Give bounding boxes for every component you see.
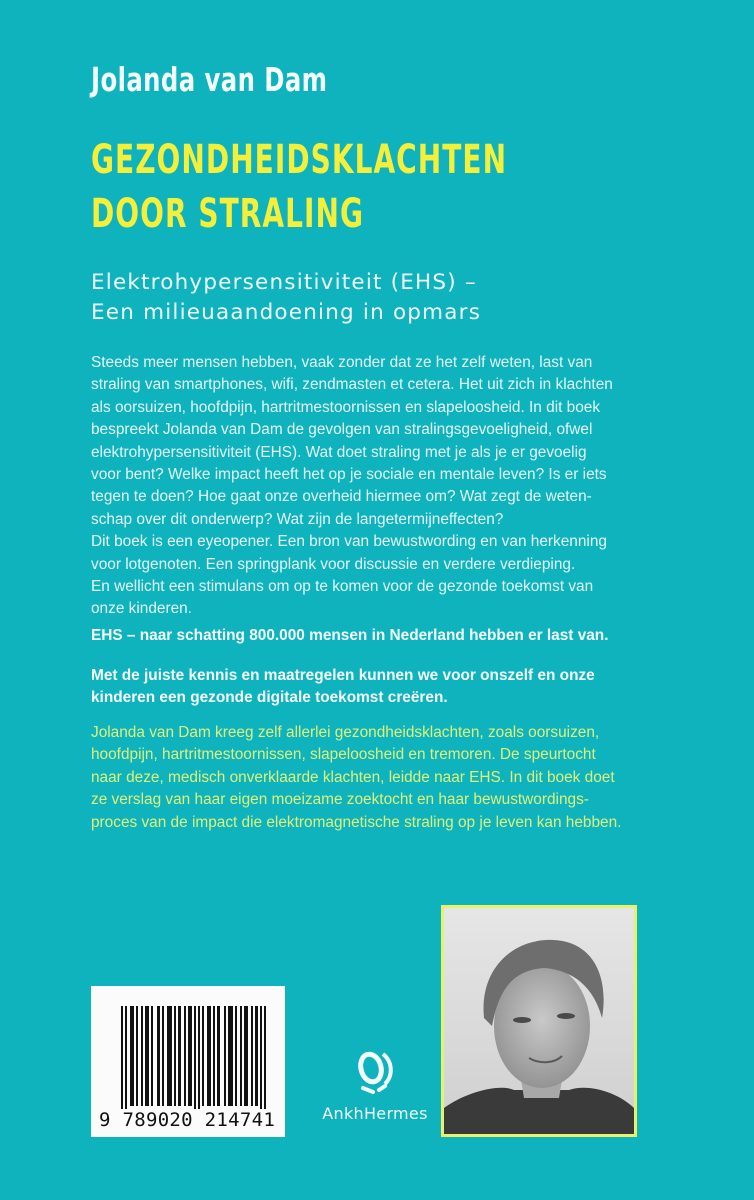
portrait-icon <box>444 908 634 1134</box>
blurb-line: als oorsuizen, hoofdpijn, hartritmestoornissen en slapeloosheid. In dit boek <box>91 398 601 416</box>
blurb-line: schap over dit onderwerp? Wat zijn de langetermijneffecten? <box>91 510 504 528</box>
author-portrait-photo <box>441 905 637 1137</box>
book-subtitle <box>91 268 481 328</box>
blurb-line: tegen te doen? Hoe gaat onze overheid hiermee om? Wat zegt de weten- <box>91 488 592 506</box>
highlight-line: Met de juiste kennis en maatregelen kunnen we voor onszelf en onze <box>91 667 595 684</box>
digital-future-highlight <box>91 665 595 710</box>
blurb-line: En wellicht een stimulans om op te komen voor de gezonde toekomst van <box>91 578 594 596</box>
blurb-line: elektrohypersensitiviteit (EHS). Wat doet straling met je als je er gevoelig <box>91 443 587 461</box>
bio-line: naar deze, medisch onverklaarde klachten, leidde naar EHS. In dit boek doet <box>91 768 615 786</box>
blurb-line: onze kinderen. <box>91 600 192 618</box>
bio-line: proces van de impact die elektromagnetische straling op je leven kan hebben. <box>91 813 622 831</box>
book-title <box>91 133 507 241</box>
author-bio <box>91 722 621 834</box>
blurb-paragraph <box>91 352 731 621</box>
subtitle-line-2: Een milieuaandoening in opmars <box>91 300 482 325</box>
author-name: Jolanda van Dam <box>91 60 328 99</box>
bio-line: Jolanda van Dam kreeg zelf allerlei gezondheidsklachten, zoals oorsuizen, <box>91 724 600 741</box>
blurb-line: bespreekt Jolanda van Dam de gevolgen van stralingsgevoeligheid, ofwel <box>91 421 593 439</box>
blurb-line: Dit boek is een eyeopener. Een bron van bewustwording en van herkenning <box>91 533 607 551</box>
book-title-line-1: GEZONDHEIDSKLACHTEN <box>91 137 508 183</box>
blurb-line: voor lotgenoten. Een springplank voor discussie en verdere verdieping. <box>91 555 576 573</box>
publisher-name: AnkhHermes <box>322 1104 428 1123</box>
subtitle-line-1: Elektrohypersensitiviteit (EHS) – <box>91 270 477 295</box>
bio-line: hoofdpijn, hartritmestoornissen, slapeloosheid en tremoren. De speurtocht <box>91 746 596 764</box>
ehs-statistic-highlight <box>91 625 609 647</box>
ankh-hermes-logo-icon <box>353 1050 397 1100</box>
blurb-line: straling van smartphones, wifi, zendmasten et cetera. Het uit zich in klachten <box>91 376 613 394</box>
blurb-line: Steeds meer mensen hebben, vaak zonder dat ze het zelf weten, last van <box>91 354 593 371</box>
highlight-line: kinderen een gezonde digitale toekomst creëren. <box>91 689 448 707</box>
blurb-line: voor bent? Welke impact heeft het op je sociale en mentale leven? Is er iets <box>91 466 607 484</box>
isbn-barcode <box>91 986 285 1137</box>
highlight-line: EHS – naar schatting 800.000 mensen in Nederland hebben er last van. <box>91 627 609 644</box>
barcode-icon <box>121 1006 267 1124</box>
bio-line: ze verslag van haar eigen moeizame zoektocht en haar bewustwordings- <box>91 791 589 809</box>
isbn-number: 9 789020 214741 <box>99 1109 276 1131</box>
publisher-block <box>320 1050 430 1123</box>
book-title-line-2: DOOR STRALING <box>91 191 364 237</box>
